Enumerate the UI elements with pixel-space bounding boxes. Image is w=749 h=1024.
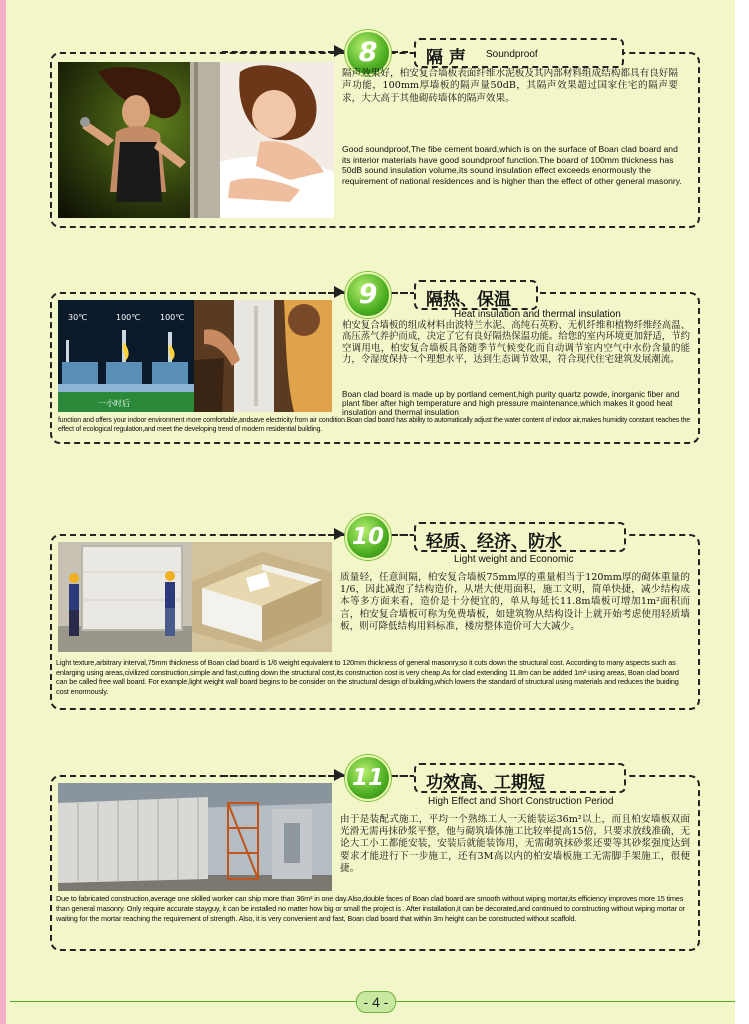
sleeping-woman-photo — [220, 62, 334, 218]
photo-label-after-hour: 一小时后 — [98, 399, 130, 408]
page-edge — [735, 0, 749, 1024]
connector-line — [392, 51, 408, 53]
section-body-en-wide: Light texture,arbitrary interval,75mm thickness of Boan clad board is 1/6 weight equivalent to 120mm thickness of general masonry,so it cuts down the structural cost. According to many aspects such as enlarging using areas,civilized construction,simple and fast,cutting down the structural cost,its construction cost is very cheap.As for clad extending 11.8m can be added 1m² using areas, Boan clad board can be called free wall board. For example,light weight wall board begins to be consider on the structural design of building,which lowers the standard of structural using materials and reduces the buiding cost enormously. — [56, 658, 679, 696]
page-number-value: 4 — [372, 994, 380, 1010]
connector-line — [222, 51, 334, 53]
section-title-box — [414, 763, 626, 793]
board-section-photo — [192, 542, 332, 652]
section-body-zh: 隔声效果好，柏安复合墙板表面纤维水泥板及其内部材料组成结构都具有良好隔声功能，100mm厚墙板的隔声量50dB，其隔声效果超过国家住宅的隔声要求，大大高于其他砌砖墙体的隔声效果。 — [342, 68, 678, 104]
section-title-box — [414, 38, 624, 68]
section-body-en-wide: Due to fabricated construction,average one skilled worker can ship more than 36m² in one day.Also,double faces of Boan clad board are smooth without wiping mortar,its efficiency improves more 15 times than general masonry. Only require accurate stayguy, it can be installed no matter how big or small the project is . After installation,it can be decorated,and continued to constructing without wiping mortar or waiting for the mortar reaching the requirement of strength. Also, it is very convenient and fast, Boan clad board that within 3m height can be constructed without scaffold. — [56, 894, 685, 923]
connector-line — [392, 775, 408, 777]
connector-line — [392, 292, 408, 294]
section-title-en: Soundproof — [486, 49, 538, 60]
section-body-zh: 柏安复合墙板的组成材料由波特兰水泥、高纯石英粉、无机纤维和植物纤维经高温、高压蒸气养护而成，决定了它有良好隔热保温功能。给您的室内环境更加舒适，节约空调用电，柏安复合墙板具备随季节气候变化而自动调节室内空气中水份含量的能力，令湿度保持一个理想水平，达到生态调节效果，符合现代住宅建筑发展潮流。 — [342, 320, 690, 366]
left-edge-stripe — [0, 0, 6, 1024]
page-number: - 4 - — [356, 991, 396, 1013]
section-body-zh: 质量轻，任意间隔，柏安复合墙板75mm厚的重量相当于120mm厚的砌体重量的1/6，因此减泡了结构造价，从堪大使用面积，施工文明，简单快捷，减少结构成本等多方面来看，造价是十分便宜的，单从每延长11.8m墙板可增加1m²面积而言，柏安复合墙板可称为免费墙板，如建筑物从结构设计上就开始考虑使用轻质墙板，则可降低结构用料标准，楼房整体造价可大大减少。 — [340, 572, 690, 632]
photo-label-temp-3: 100℃ — [160, 313, 185, 322]
section-number-badge: 10 — [345, 514, 391, 560]
construction-site-photo — [58, 783, 332, 891]
section-number-badge: 9 — [345, 272, 391, 318]
photo-label-temp-2: 100℃ — [116, 313, 141, 322]
section-body-zh: 由于是装配式施工，平均一个熟练工人一天能装运36m²以上，而且柏安墙板双面光滑无需再抹砂浆平整，他与砌筑墙体施工比较率提高15倍，只要求放线准确，无论大工小工都能安装，安装后就能装饰用，无需砌筑抹砂浆还要等其砂浆强度达到要求才能进行下一步施工，还有3M高以内的柏安墙板施工无需脚手架施工，很便捷。 — [340, 814, 690, 874]
section-title-zh: 隔 声 — [426, 48, 466, 68]
section-body-en: Boan clad board is made up by portland cement,high purity quartz powde, inorganic fiber and plant fiber after high temperature and high pressure maintenance,which makes it good heat insulation and thermal insulation — [342, 390, 680, 418]
section-title-en: Heat insulation and thermal insulation — [454, 309, 621, 320]
fire-test-photo — [58, 300, 194, 412]
footer-line-right — [394, 1001, 735, 1002]
section-number-badge: 8 — [345, 30, 391, 76]
section-body-en-wide: function and offers your indoor environment more comfortable,andsave electricity from air condition.Boan clad board has ability to automatically adjust the water content of indoor air,makes humidity constant reaches the effect of ecological regulation,and meet the developing trend of modern residential building. — [58, 417, 690, 433]
connector-arrow — [334, 528, 345, 540]
connector-line — [392, 534, 408, 536]
section-title-box — [414, 280, 538, 310]
connector-line — [222, 534, 334, 536]
worker-board-photo — [194, 300, 332, 412]
connector-arrow — [334, 45, 345, 57]
photo-label-temp-1: 30℃ — [68, 313, 88, 322]
section-title-box — [414, 522, 626, 552]
section-title-zh: 功效高、工期短 — [426, 773, 545, 793]
footer-line-left — [10, 1001, 356, 1002]
connector-arrow — [334, 769, 345, 781]
section-title-en: Light weight and Economic — [454, 554, 574, 565]
section-number-badge: 11 — [345, 755, 391, 801]
section-body-en: Good soundproof,The fibe cement board,which is on the surface of Boan clad board and its interior materials have good soundproof function.The board of 100mm thickness has 50dB sound insulation volume,its sound insulation effect exceeds enormously the requirement of national residences and is higher than the effect of other general masonry. — [342, 144, 682, 186]
connector-line — [222, 775, 334, 777]
section-title-en: High Effect and Short Construction Period — [428, 796, 614, 807]
carrying-board-photo — [58, 542, 192, 652]
singer-photo — [58, 62, 220, 218]
connector-arrow — [334, 286, 345, 298]
connector-line — [222, 292, 334, 294]
section-title-zh: 轻质、经济、防水 — [426, 532, 562, 552]
section-title-zh: 隔热、保温 — [426, 290, 511, 310]
